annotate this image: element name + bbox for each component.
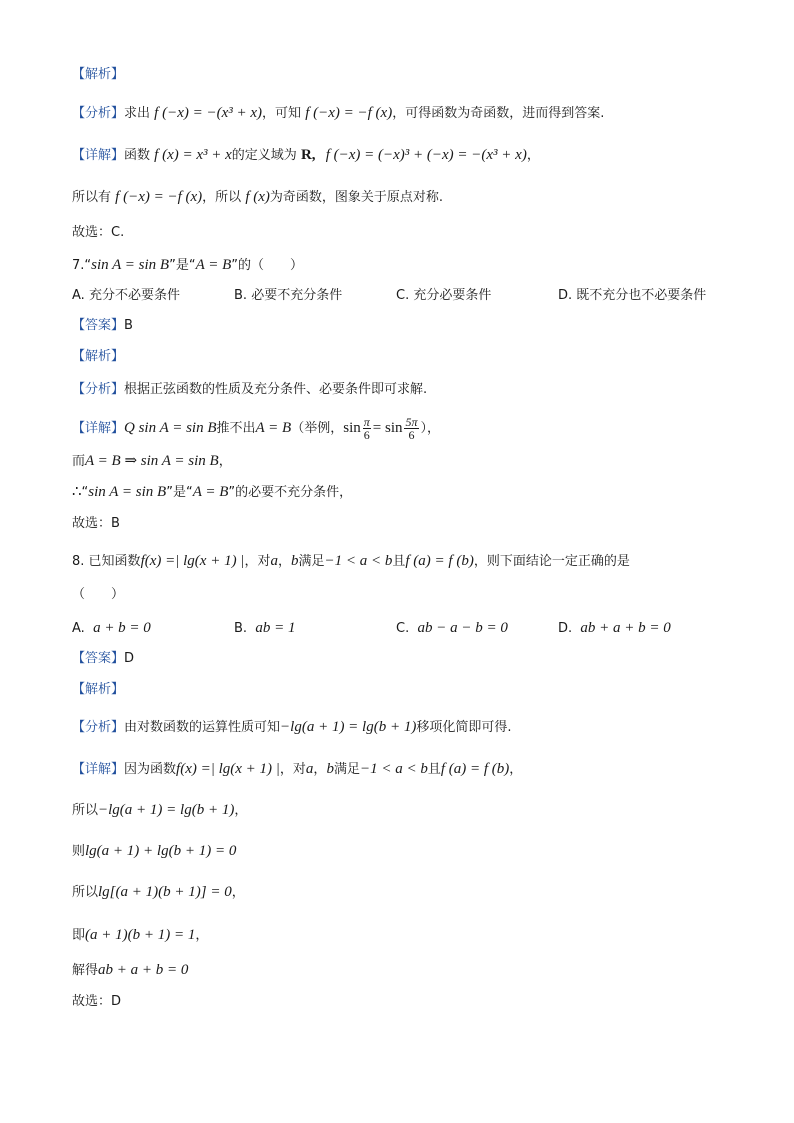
math-expression: −1 < a < b: [324, 553, 393, 569]
math-expression: f (−x) = −f (x): [305, 105, 393, 121]
fenxi-label: 【分析】: [72, 720, 125, 735]
xiangjie-label: 【详解】: [72, 762, 125, 777]
q7-answer: 故选：B: [72, 516, 120, 531]
q8-step-2: 则lg(a + 1) + lg(b + 1) = 0: [72, 843, 237, 859]
math-expression: A = B: [255, 420, 292, 436]
q8-option-b: B. ab = 1: [234, 620, 296, 636]
q8-option-a: A. a + b = 0: [72, 620, 151, 636]
q7-xiangjie-line: 【详解】Q sin A = sin B推不出A = B（举例，sin $\frac{\pi}{6}$ = sin $\frac{5\pi}{6}$ ），: [72, 415, 441, 442]
q8-option-c: C. ab − a − b = 0: [396, 620, 508, 636]
q7-option-d: D. 既不充分也不必要条件: [558, 288, 707, 303]
math-expression: R,: [300, 147, 316, 163]
daan-label: 【答案】: [72, 651, 125, 666]
q8-step-4: 即(a + 1)(b + 1) = 1，: [72, 927, 209, 943]
q8-xiangjie-line: 【详解】因为函数f(x) =| lg(x + 1) |，对a，b满足−1 < a < b且f (a) = f (b)，: [72, 761, 523, 777]
math-expression: f (x): [245, 189, 270, 205]
xiangjie-label: 【详解】: [72, 421, 125, 436]
q6-xiangjie-line: 【详解】函数 f (x) = x³ + x的定义域为 R, f (−x) = (−x)³ + (−x) = −(x³ + x)，: [72, 147, 540, 163]
fenxi-label: 【分析】: [72, 382, 125, 397]
math-expression: ab + a + b = 0: [98, 962, 189, 978]
q7-conclusion-line: ∴“sin A = sin B”是“A = B”的必要不充分条件，: [72, 484, 353, 500]
q8-daan-line: 【答案】D: [72, 651, 135, 666]
daan-label: 【答案】: [72, 318, 125, 333]
q7-step-line: 而A = B ⇒ sin A = sin B，: [72, 453, 232, 469]
q8-fenxi-line: 【分析】由对数函数的运算性质可知−lg(a + 1) = lg(b + 1)移项化简即可得.: [72, 719, 512, 735]
q7-daan-line: 【答案】B: [72, 318, 133, 333]
q8-jiexi-heading: [72, 681, 124, 699]
math-expression: Q sin A = sin B: [124, 420, 217, 436]
q8-answer: 故选：D: [72, 994, 122, 1009]
math-expression: −lg(a + 1) = lg(b + 1): [98, 802, 235, 818]
fraction: $\frac{\pi}{6}$: [363, 415, 370, 442]
q7-fenxi-line: 【分析】根据正弦函数的性质及充分条件、必要条件即可求解.: [72, 382, 428, 397]
q7-stem: 7.“sin A = sin B”是“A = B”的（ ）: [72, 257, 303, 273]
math-expression: sin A = sin B: [88, 484, 167, 500]
xiangjie-label: 【详解】: [72, 148, 125, 163]
math-expression: A = B: [192, 484, 229, 500]
q6-answer: 故选：C.: [72, 225, 125, 240]
math-expression: f (−x) = −f (x): [115, 189, 203, 205]
q7-option-b: B. 必要不充分条件: [234, 288, 343, 303]
jiexi-label: 【解析】: [72, 349, 125, 364]
math-expression: A = B ⇒ sin A = sin B: [85, 453, 219, 469]
q6-fenxi-line: 【分析】求出 f (−x) = −(x³ + x)，可知 f (−x) = −f (x)，可得函数为奇函数，进而得到答案.: [72, 105, 605, 121]
math-expression: f (a) = f (b): [440, 761, 510, 777]
math-expression: −lg(a + 1) = lg(b + 1): [280, 719, 417, 735]
q8-step-1: 所以−lg(a + 1) = lg(b + 1)，: [72, 802, 248, 818]
q7-jiexi-heading: [72, 348, 124, 366]
q6-jiexi-heading: [72, 66, 124, 84]
math-expression: f (−x) = −(x³ + x): [154, 105, 263, 121]
q8-stem-paren: （ ）: [72, 587, 125, 602]
math-expression: lg[(a + 1)(b + 1)] = 0: [98, 884, 232, 900]
math-expression: f(x) =| lg(x + 1) |: [140, 553, 245, 569]
math-expression: −1 < a < b: [359, 761, 428, 777]
q8-option-d: D. ab + a + b = 0: [558, 620, 671, 636]
q7-option-c: C. 充分必要条件: [396, 288, 492, 303]
math-expression: f (a) = f (b): [405, 553, 474, 569]
q7-option-a: A. 充分不必要条件: [72, 288, 180, 303]
jiexi-label: 【解析】: [72, 67, 125, 82]
math-expression: A = B: [195, 257, 232, 273]
q8-stem: 8. 已知函数f(x) =| lg(x + 1) |，对a，b满足−1 < a < b且f (a) = f (b)，则下面结论一定正确的是: [72, 553, 630, 569]
math-expression: sin A = sin B: [91, 257, 170, 273]
math-expression: (a + 1)(b + 1) = 1: [85, 927, 196, 943]
math-expression: lg(a + 1) + lg(b + 1) = 0: [85, 843, 237, 859]
math-expression: f(x) =| lg(x + 1) |: [176, 761, 280, 777]
fraction: $\frac{5\pi}{6}$: [405, 415, 418, 442]
q6-conclusion-line: 所以有 f (−x) = −f (x)，所以 f (x)为奇函数，图象关于原点对称.: [72, 189, 444, 205]
fenxi-label: 【分析】: [72, 106, 125, 121]
q8-step-5: 解得ab + a + b = 0: [72, 962, 189, 978]
math-expression: f (x) = x³ + x: [154, 147, 232, 163]
math-expression: f (−x) = (−x)³ + (−x) = −(x³ + x): [325, 147, 527, 163]
jiexi-label: 【解析】: [72, 682, 125, 697]
q8-step-3: 所以lg[(a + 1)(b + 1)] = 0，: [72, 884, 245, 900]
